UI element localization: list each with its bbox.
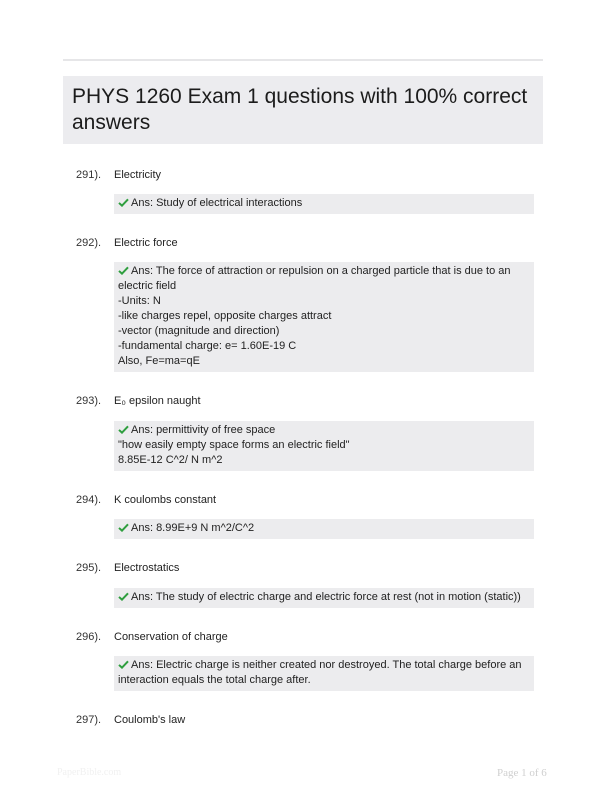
question-term: Electrostatics bbox=[114, 562, 180, 574]
answer-box bbox=[114, 656, 534, 691]
question-number: 294). bbox=[76, 494, 102, 506]
check-icon bbox=[118, 266, 129, 275]
title-banner bbox=[63, 76, 543, 144]
check-icon bbox=[118, 425, 129, 434]
question-term: Coulomb's law bbox=[114, 714, 186, 726]
answer-box bbox=[114, 194, 534, 214]
page-indicator: Page 1 of 6 bbox=[497, 767, 547, 779]
check-icon bbox=[118, 523, 129, 532]
answer-text: electric field bbox=[118, 280, 177, 292]
answer-text: interaction equals the total charge after. bbox=[118, 674, 311, 686]
answer-text: Ans: The study of electric charge and electric force at rest (not in motion (static)) bbox=[131, 591, 521, 603]
question-number: 292). bbox=[76, 237, 102, 249]
check-icon bbox=[118, 198, 129, 207]
answer-text: -fundamental charge: e= 1.60E-19 C bbox=[118, 340, 297, 352]
answer-text: Ans: Study of electrical interactions bbox=[131, 197, 303, 209]
answer-box bbox=[114, 588, 534, 608]
question-term: Conservation of charge bbox=[114, 631, 228, 643]
answer-text: Also, Fe=ma=qE bbox=[118, 355, 200, 367]
question-term: K coulombs constant bbox=[114, 494, 217, 506]
question-term: Electricity bbox=[114, 169, 162, 181]
question-term: Electric force bbox=[114, 237, 178, 249]
answer-box bbox=[114, 262, 534, 372]
page-title: PHYS 1260 Exam 1 questions with 100% correct answers bbox=[72, 85, 528, 134]
question-number: 291). bbox=[76, 169, 102, 181]
answer-text: -vector (magnitude and direction) bbox=[118, 325, 280, 337]
answer-text: 8.85E-12 C^2/ N m^2 bbox=[118, 454, 223, 466]
answer-box bbox=[114, 519, 534, 539]
question-term: E₀ epsilon naught bbox=[114, 395, 201, 407]
answer-text: Ans: Electric charge is neither created nor destroyed. The total charge before an bbox=[131, 659, 522, 671]
question-number: 297). bbox=[76, 714, 102, 726]
top-divider bbox=[63, 59, 543, 61]
answer-text: Ans: 8.99E+9 N m^2/C^2 bbox=[131, 522, 255, 534]
answer-box bbox=[114, 421, 534, 471]
check-icon bbox=[118, 660, 129, 669]
check-icon bbox=[118, 592, 129, 601]
answer-text: -Units: N bbox=[118, 295, 161, 307]
answer-text: "how easily empty space forms an electric field" bbox=[118, 439, 350, 451]
question-number: 295). bbox=[76, 562, 102, 574]
question-number: 296). bbox=[76, 631, 102, 643]
answer-text: -like charges repel, opposite charges attract bbox=[118, 310, 332, 322]
question-number: 293). bbox=[76, 395, 102, 407]
answer-text: Ans: The force of attraction or repulsion on a charged particle that is due to an bbox=[131, 265, 511, 277]
watermark: PaperBible.com bbox=[57, 767, 122, 778]
answer-text: Ans: permittivity of free space bbox=[131, 424, 276, 436]
